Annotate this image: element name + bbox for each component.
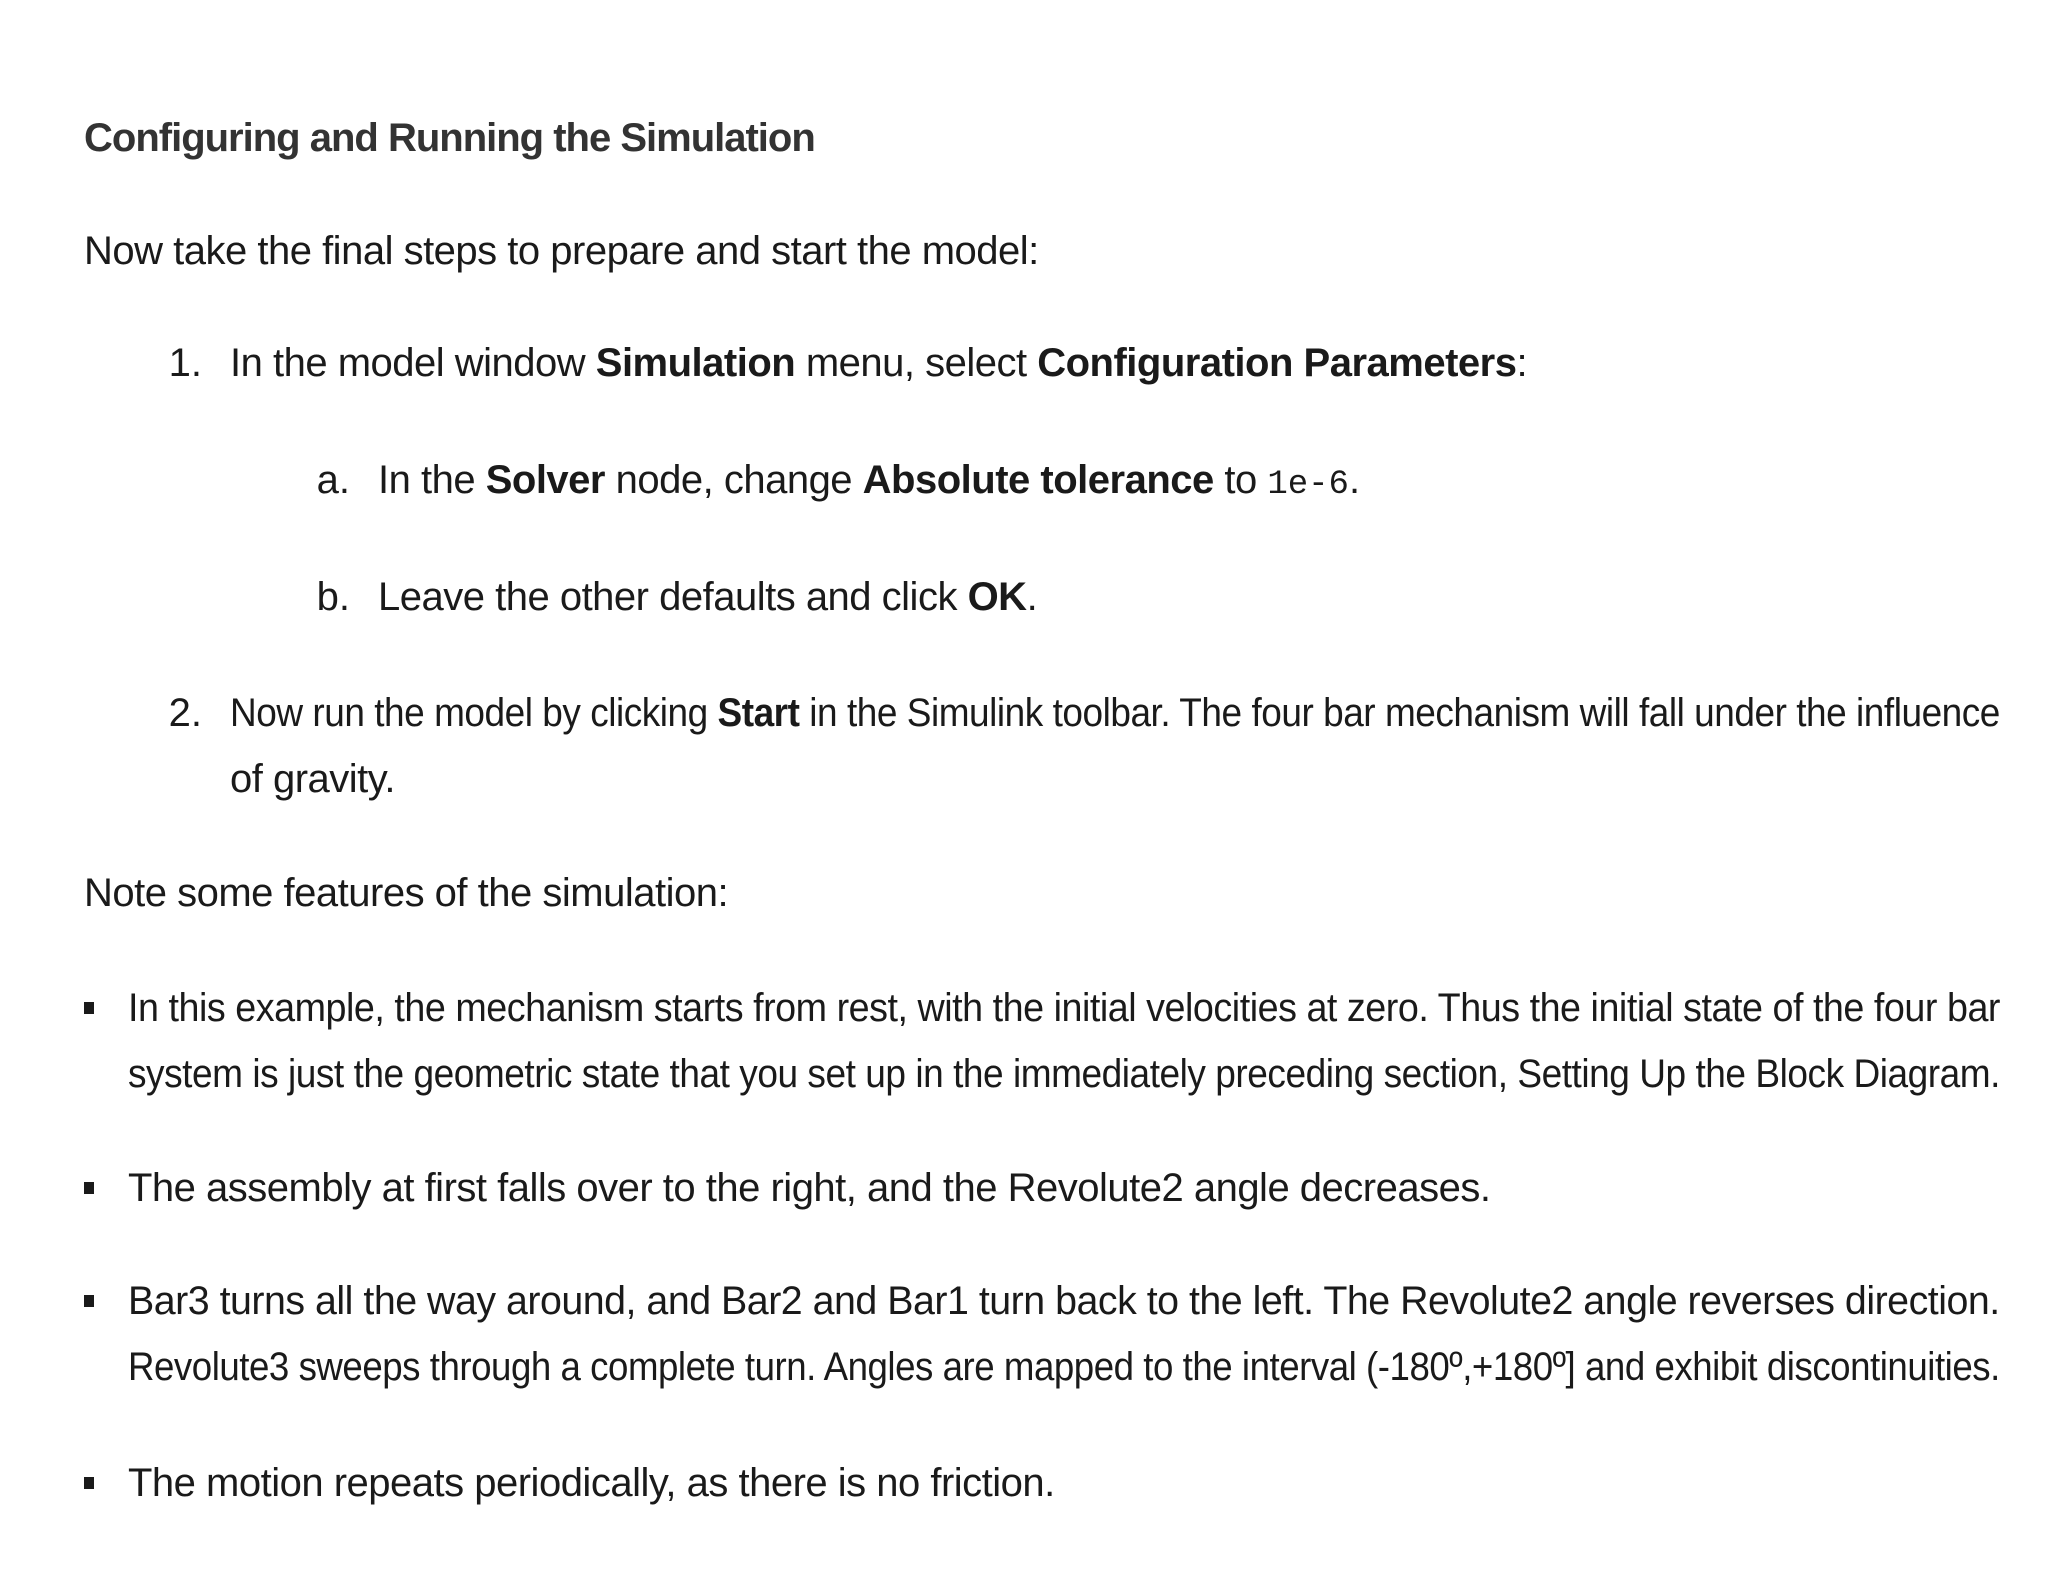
bullet-marker: [84, 1182, 94, 1194]
substep-letter: a.: [316, 458, 350, 502]
page-title: Configuring and Running the Simulation: [84, 116, 815, 160]
step-1-text-b: menu, select: [795, 341, 1038, 385]
ok-button-label: OK: [967, 575, 1027, 619]
step-number: 2.: [168, 691, 202, 735]
step-1-text: [230, 338, 1527, 388]
step-1-text-c: :: [1516, 341, 1528, 385]
simulation-menu-label: Simulation: [595, 341, 796, 385]
substep-b-text: [378, 572, 1037, 622]
solver-node-label: Solver: [485, 458, 605, 502]
substep-a-text: [378, 455, 1360, 510]
intro-text: Now take the final steps to prepare and start the model:: [84, 229, 1039, 273]
step-number: 1.: [168, 341, 202, 385]
bullet-marker: [84, 1295, 94, 1307]
step-2-text-continued: of gravity.: [230, 757, 395, 801]
bullet-marker: [84, 1477, 94, 1489]
step-2-text: [230, 688, 2000, 738]
step-1-text-a: In the model window: [230, 341, 596, 385]
note-intro-text: Note some features of the simulation:: [84, 871, 729, 915]
bullet-text: The assembly at first falls over to the right, and the Revolute2 angle decreases.: [128, 1166, 1491, 1210]
substep-a-text-c: to: [1213, 458, 1268, 502]
bullet-text: In this example, the mechanism starts from rest, with the initial velocities at zero. Thus the initial state of the four bar: [128, 986, 2001, 1030]
start-button-label: Start: [717, 691, 800, 735]
substep-b-text-a: Leave the other defaults and click: [378, 575, 968, 619]
substep-letter: b.: [316, 575, 350, 619]
substep-a-text-b: node, change: [605, 458, 863, 502]
configuration-parameters-label: Configuration Parameters: [1037, 341, 1517, 385]
step-2-text-b: in the Simulink toolbar. The four bar mechanism will fall under the influence: [799, 691, 2000, 735]
step-2-text-a: Now run the model by clicking: [230, 691, 718, 735]
bullet-marker: [84, 1002, 94, 1014]
bullet-text: Revolute3 sweeps through a complete turn. Angles are mapped to the interval (-180º,+180º] and exhibit discontinuities.: [128, 1345, 2000, 1389]
substep-b-text-b: .: [1026, 575, 1038, 619]
bullet-text: system is just the geometric state that you set up in the immediately preceding section, Setting Up the Block Diagram.: [128, 1052, 2000, 1096]
bullet-text: Bar3 turns all the way around, and Bar2 and Bar1 turn back to the left. The Revolute2 angle reverses direction.: [128, 1279, 2000, 1323]
substep-a-text-a: In the: [378, 458, 486, 502]
tolerance-value-code: 1e-6: [1267, 466, 1349, 504]
absolute-tolerance-label: Absolute tolerance: [862, 458, 1214, 502]
substep-a-text-d: .: [1348, 458, 1360, 502]
bullet-text: The motion repeats periodically, as there is no friction.: [128, 1461, 1055, 1505]
